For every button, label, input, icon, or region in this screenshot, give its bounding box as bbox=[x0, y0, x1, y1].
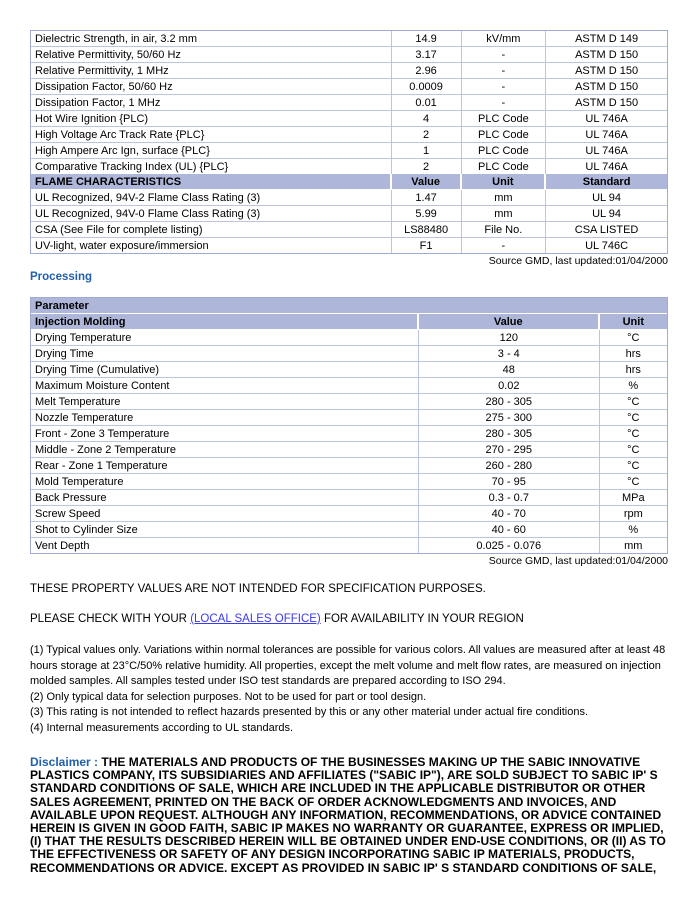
footnotes bbox=[30, 643, 668, 736]
cell-value: 120 bbox=[419, 330, 600, 346]
cell-standard: UL 746A bbox=[546, 143, 667, 159]
cell-value: 3.17 bbox=[392, 47, 462, 63]
processing-rows bbox=[31, 330, 667, 553]
cell-standard: UL 746A bbox=[546, 111, 667, 127]
cell-value: 4 bbox=[392, 111, 462, 127]
cell-value: 0.02 bbox=[419, 378, 600, 394]
cell-unit: MPa bbox=[600, 490, 667, 506]
cell-unit: °C bbox=[600, 474, 667, 490]
cell-value: 14.9 bbox=[392, 31, 462, 47]
flame-rows bbox=[31, 190, 667, 253]
cell-standard: ASTM D 150 bbox=[546, 79, 667, 95]
table-row bbox=[31, 127, 667, 143]
cell-parameter: Relative Permittivity, 1 MHz bbox=[31, 63, 392, 79]
cell-unit: °C bbox=[600, 426, 667, 442]
cell-unit: - bbox=[462, 95, 547, 111]
flame-header-title: FLAME CHARACTERISTICS bbox=[31, 174, 392, 190]
footnote-line: (4) Internal measurements according to UL standards. bbox=[30, 721, 294, 734]
cell-value: 0.025 - 0.076 bbox=[419, 538, 600, 553]
table-row bbox=[31, 63, 667, 79]
cell-value: 260 - 280 bbox=[419, 458, 600, 474]
cell-unit: PLC Code bbox=[462, 111, 547, 127]
availability-suffix: FOR AVAILABILITY IN YOUR REGION bbox=[320, 613, 524, 625]
cell-value: F1 bbox=[392, 238, 462, 253]
table-row bbox=[31, 426, 667, 442]
cell-parameter: UL Recognized, 94V-0 Flame Class Rating (3) bbox=[31, 206, 392, 222]
cell-value: 2 bbox=[392, 127, 462, 143]
flame-header-unit: Unit bbox=[462, 174, 547, 190]
cell-unit: rpm bbox=[600, 506, 667, 522]
table-row bbox=[31, 490, 667, 506]
cell-parameter: Drying Temperature bbox=[31, 330, 419, 346]
cell-value: 275 - 300 bbox=[419, 410, 600, 426]
cell-standard: UL 94 bbox=[546, 190, 667, 206]
injection-molding-header-row bbox=[31, 314, 667, 330]
cell-parameter: Mold Temperature bbox=[31, 474, 419, 490]
cell-parameter: Comparative Tracking Index (UL) {PLC} bbox=[31, 159, 392, 174]
cell-value: 280 - 305 bbox=[419, 426, 600, 442]
flame-header-standard: Standard bbox=[546, 174, 667, 190]
cell-unit: - bbox=[462, 79, 547, 95]
table-row bbox=[31, 346, 667, 362]
cell-value: LS88480 bbox=[392, 222, 462, 238]
cell-unit: kV/mm bbox=[462, 31, 547, 47]
table-row bbox=[31, 79, 667, 95]
cell-value: 40 - 60 bbox=[419, 522, 600, 538]
cell-unit: mm bbox=[462, 190, 547, 206]
table-row bbox=[31, 378, 667, 394]
table-row bbox=[31, 238, 667, 253]
injection-molding-header: Injection Molding bbox=[31, 314, 419, 330]
cell-unit: °C bbox=[600, 394, 667, 410]
cell-unit: - bbox=[462, 47, 547, 63]
cell-value: 1.47 bbox=[392, 190, 462, 206]
cell-parameter: Screw Speed bbox=[31, 506, 419, 522]
table-row bbox=[31, 442, 667, 458]
cell-parameter: UL Recognized, 94V-2 Flame Class Rating (3) bbox=[31, 190, 392, 206]
availability-prefix: PLEASE CHECK WITH YOUR bbox=[30, 613, 191, 625]
cell-unit: - bbox=[462, 238, 547, 253]
cell-parameter: Nozzle Temperature bbox=[31, 410, 419, 426]
flame-characteristics-header-row bbox=[31, 174, 667, 190]
footnote-line: (3) This rating is not intended to reflect hazards presented by this or any other material under actual fire conditions. bbox=[30, 706, 589, 718]
table-row bbox=[31, 330, 667, 346]
cell-unit: - bbox=[462, 63, 547, 79]
electrical-rows bbox=[31, 31, 667, 174]
table-row bbox=[31, 394, 667, 410]
cell-value: 40 - 70 bbox=[419, 506, 600, 522]
cell-standard: ASTM D 150 bbox=[546, 63, 667, 79]
flame-header-value: Value bbox=[392, 174, 462, 190]
table-row bbox=[31, 95, 667, 111]
cell-value: 3 - 4 bbox=[419, 346, 600, 362]
table-row bbox=[31, 222, 667, 238]
cell-unit: mm bbox=[462, 206, 547, 222]
cell-standard: UL 746C bbox=[585, 240, 629, 252]
cell-value: 270 - 295 bbox=[419, 442, 600, 458]
cell-parameter: Dielectric Strength, in air, 3.2 mm bbox=[31, 31, 392, 47]
cell-parameter: Middle - Zone 2 Temperature bbox=[31, 442, 419, 458]
table-row bbox=[31, 506, 667, 522]
source-line-processing: Source GMD, last updated:01/04/2000 bbox=[488, 555, 668, 567]
cell-unit: °C bbox=[600, 442, 667, 458]
cell-value: 2 bbox=[392, 159, 462, 174]
cell-unit: hrs bbox=[600, 362, 667, 378]
table-row bbox=[31, 190, 667, 206]
cell-value: 280 - 305 bbox=[419, 394, 600, 410]
table-row bbox=[31, 111, 667, 127]
cell-unit: °C bbox=[600, 410, 667, 426]
table-row bbox=[31, 143, 667, 159]
table-row bbox=[31, 31, 667, 47]
table-row bbox=[31, 474, 667, 490]
footnote-line: (1) Typical values only. Variations within normal tolerances are possible for various colors. All values are measured after at least 48 hours storage at 23°C/50% relative humidity. All properties, except the melt volume and melt flow rates, are measured on injection molded samples. All samples tested under ISO test standards are prepared according to ISO 294. bbox=[30, 644, 666, 687]
processing-header-unit: Unit bbox=[600, 314, 667, 330]
cell-parameter: Vent Depth bbox=[31, 538, 419, 553]
cell-standard: UL 746A bbox=[585, 161, 628, 173]
source-line-electrical: Source GMD, last updated:01/04/2000 bbox=[488, 255, 668, 267]
footnote-line: (2) Only typical data for selection purposes. Not to be used for part or tool design. bbox=[30, 690, 427, 703]
cell-parameter: CSA (See File for complete listing) bbox=[31, 222, 392, 238]
cell-parameter: Relative Permittivity, 50/60 Hz bbox=[31, 47, 392, 63]
cell-value: 2.96 bbox=[392, 63, 462, 79]
cell-value: 5.99 bbox=[392, 206, 462, 222]
cell-parameter: Hot Wire Ignition {PLC) bbox=[31, 111, 392, 127]
cell-unit: hrs bbox=[600, 346, 667, 362]
cell-standard: UL 746A bbox=[546, 127, 667, 143]
cell-parameter: Back Pressure bbox=[31, 490, 419, 506]
cell-parameter: Dissipation Factor, 1 MHz bbox=[31, 95, 392, 111]
cell-parameter: Front - Zone 3 Temperature bbox=[31, 426, 419, 442]
cell-unit: PLC Code bbox=[462, 159, 547, 174]
processing-header-value: Value bbox=[419, 314, 600, 330]
cell-standard: ASTM D 150 bbox=[546, 95, 667, 111]
cell-unit: % bbox=[600, 378, 667, 394]
processing-table bbox=[30, 297, 668, 554]
cell-parameter: UV-light, water exposure/immersion bbox=[31, 238, 392, 253]
availability-statement bbox=[30, 613, 668, 626]
parameter-group-header-row bbox=[31, 298, 667, 314]
table-row bbox=[31, 47, 667, 63]
cell-value: 48 bbox=[419, 362, 600, 378]
cell-standard: CSA LISTED bbox=[546, 222, 667, 238]
cell-unit: File No. bbox=[462, 222, 547, 238]
cell-parameter: Maximum Moisture Content bbox=[31, 378, 419, 394]
table-row bbox=[31, 410, 667, 426]
cell-parameter: Melt Temperature bbox=[31, 394, 419, 410]
parameter-group-header: Parameter bbox=[31, 298, 667, 314]
processing-section-title: Processing bbox=[30, 271, 92, 283]
cell-value: 0.0009 bbox=[392, 79, 462, 95]
cell-unit: °C bbox=[600, 330, 667, 346]
cell-parameter: Rear - Zone 1 Temperature bbox=[31, 458, 419, 474]
disclaimer-paragraph bbox=[30, 756, 668, 875]
cell-unit: PLC Code bbox=[462, 143, 547, 159]
cell-standard: UL 94 bbox=[546, 206, 667, 222]
cell-standard: ASTM D 149 bbox=[546, 31, 667, 47]
cell-parameter: High Voltage Arc Track Rate {PLC} bbox=[31, 127, 392, 143]
table-row bbox=[31, 522, 667, 538]
table-row bbox=[31, 159, 667, 174]
cell-parameter: High Ampere Arc Ign, surface {PLC} bbox=[31, 143, 392, 159]
cell-parameter: Drying Time bbox=[31, 346, 419, 362]
cell-parameter: Dissipation Factor, 50/60 Hz bbox=[31, 79, 392, 95]
cell-value: 1 bbox=[392, 143, 462, 159]
cell-value: 0.01 bbox=[392, 95, 462, 111]
table-row bbox=[31, 538, 667, 553]
local-sales-office-link[interactable]: (LOCAL SALES OFFICE) bbox=[190, 613, 321, 625]
cell-parameter: Drying Time (Cumulative) bbox=[31, 362, 419, 378]
cell-value: 0.3 - 0.7 bbox=[419, 490, 600, 506]
cell-unit: °C bbox=[600, 458, 667, 474]
cell-unit: % bbox=[600, 522, 667, 538]
disclaimer-text: THE MATERIALS AND PRODUCTS OF THE BUSINESSES MAKING UP THE SABIC INNOVATIVE PLASTICS COMPANY, ITS SUBSIDIARIES AND AFFILIATES ("SABIC IP"), ARE SOLD SUBJECT TO SABIC IP' S STANDARD CONDITIONS OF SALE, WHICH ARE INCLUDED IN THE APPLICABLE DISTRIBUTOR OR OTHER SALES AGREEMENT, PRINTED ON THE BACK OF ORDER ACKNOWLEDGMENTS AND INVOICES, AND AVAILABLE UPON REQUEST. ALTHOUGH ANY INFORMATION, RECOMMENDATIONS, OR ADVICE CONTAINED HEREIN IS GIVEN IN GOOD FAITH, SABIC IP MAKES NO WARRANTY OR GUARANTEE, EXPRESS OR IMPLIED, (I) THAT THE RESULTS DESCRIBED HEREIN WILL BE OBTAINED UNDER END-USE CONDITIONS, OR (II) AS TO THE EFFECTIVENESS OR SAFETY OF ANY DESIGN INCORPORATING SABIC IP MATERIALS, PRODUCTS, RECOMMENDATIONS OR ADVICE. EXCEPT AS PROVIDED IN SABIC IP' S STANDARD CONDITIONS OF SALE, bbox=[30, 755, 666, 875]
cell-unit: mm bbox=[624, 540, 643, 552]
cell-unit: PLC Code bbox=[462, 127, 547, 143]
specification-statement: THESE PROPERTY VALUES ARE NOT INTENDED FOR SPECIFICATION PURPOSES. bbox=[30, 583, 486, 595]
cell-value: 70 - 95 bbox=[419, 474, 600, 490]
table-row bbox=[31, 206, 667, 222]
cell-standard: ASTM D 150 bbox=[546, 47, 667, 63]
disclaimer-label: Disclaimer : bbox=[30, 755, 99, 769]
table-row bbox=[31, 362, 667, 378]
table-row bbox=[31, 458, 667, 474]
cell-parameter: Shot to Cylinder Size bbox=[31, 522, 419, 538]
electrical-properties-table bbox=[30, 30, 668, 254]
